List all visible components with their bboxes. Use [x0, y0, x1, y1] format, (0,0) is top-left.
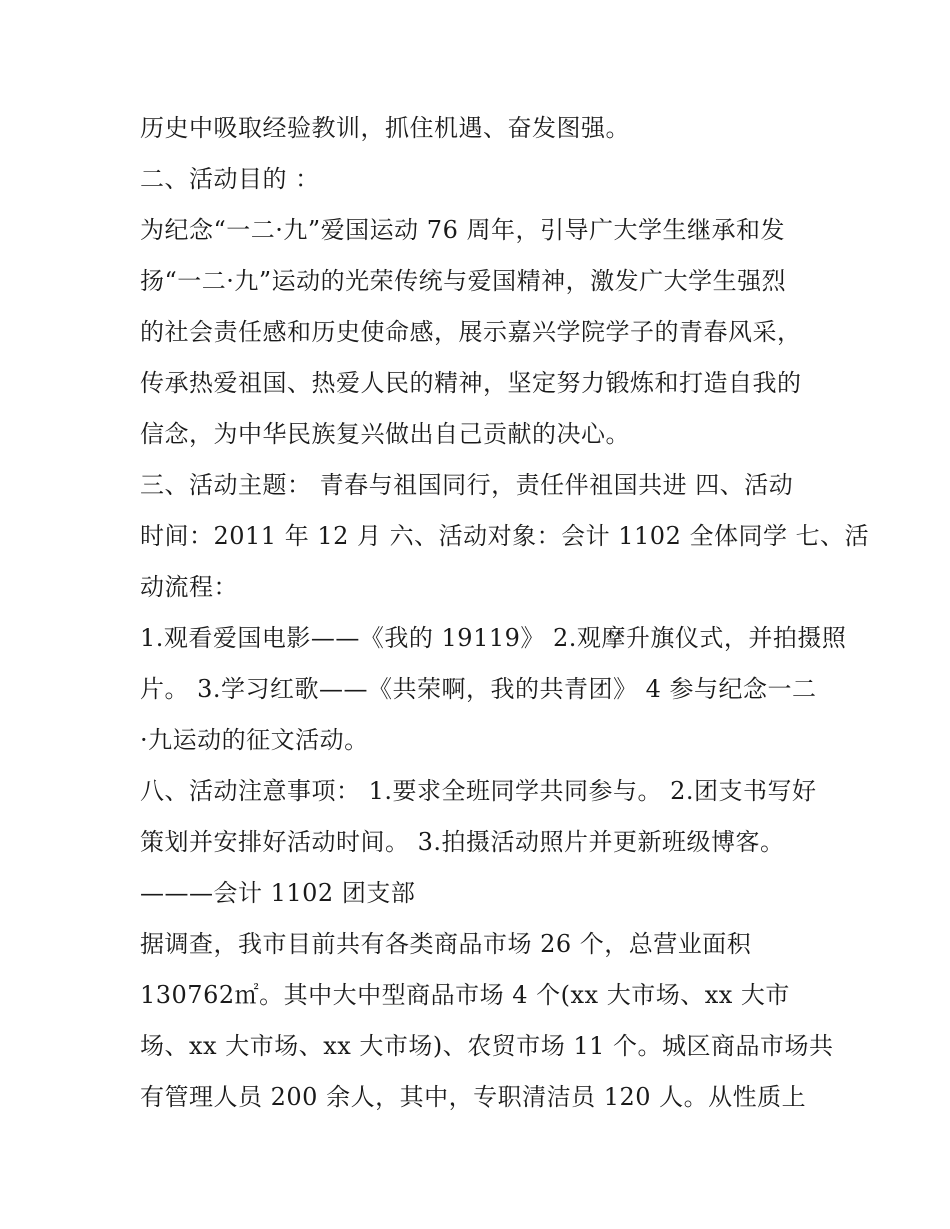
- text-line: 130762㎡。其中大中型商品市场 4 个(xx 大市场、xx 大市: [140, 981, 790, 1009]
- text-line: 有管理人员 200 余人，其中，专职清洁员 120 人。从性质上: [140, 1083, 807, 1111]
- text-line: 据调查，我市目前共有各类商品市场 26 个，总营业面积: [140, 930, 752, 958]
- section-heading-theme: 三、活动主题： 青春与祖国同行，责任伴祖国共进 四、活动: [140, 471, 794, 499]
- text-line: 场、xx 大市场、xx 大市场)、农贸市场 11 个。城区商品市场共: [140, 1032, 834, 1060]
- text-line: 策划并安排好活动时间。 3.拍摄活动照片并更新班级博客。: [140, 828, 785, 856]
- text-line: 片。 3.学习红歌——《共荣啊，我的共青团》 4 参与纪念一二: [140, 675, 817, 703]
- text-line: 历史中吸取经验教训，抓住机遇、奋发图强。: [140, 114, 630, 142]
- text-line: 时间：2011 年 12 月 六、活动对象：会计 1102 全体同学 七、活: [140, 522, 870, 550]
- text-line: 的社会责任感和历史使命感，展示嘉兴学院学子的青春风采，: [140, 318, 802, 346]
- text-line: 信念，为中华民族复兴做出自己贡献的决心。: [140, 420, 630, 448]
- section-heading-purpose: 二、活动目的 ：: [140, 165, 320, 193]
- text-line: 扬“一二·九”运动的光荣传统与爱国精神，激发广大学生强烈: [140, 267, 787, 295]
- section-heading-notes: 八、活动注意事项： 1.要求全班同学共同参与。 2.团支书写好: [140, 777, 817, 805]
- text-line: ·九运动的征文活动。: [140, 726, 369, 754]
- text-line: 传承热爱祖国、热爱人民的精神，坚定努力锻炼和打造自我的: [140, 369, 802, 397]
- text-line: 动流程：: [140, 573, 238, 601]
- text-line: 为纪念“一二·九”爱国运动 76 周年，引导广大学生继承和发: [140, 216, 785, 244]
- signature-line: ———会计 1102 团支部: [140, 879, 416, 907]
- text-line: 1.观看爱国电影——《我的 19119》 2.观摩升旗仪式，并拍摄照: [140, 624, 847, 652]
